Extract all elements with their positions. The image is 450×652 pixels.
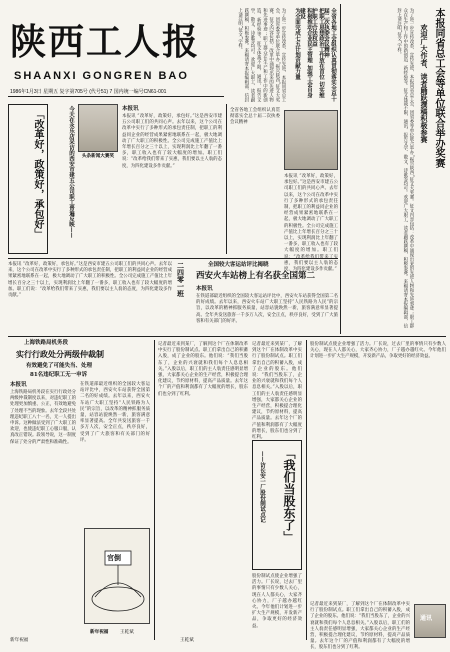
lead-photo-caption: 头条新闻大赛奖	[81, 154, 115, 159]
lead-byline: 本报讯	[122, 106, 139, 112]
editorial-subtitle: ——访长安一厂股份制试点记	[259, 451, 265, 523]
cartoon-sign: 官倒	[107, 553, 121, 562]
lower-left-subhead-2: 81名违纪职工无一申诉	[30, 372, 88, 378]
train-headline: 西安火车站榜上有名获全国第二	[196, 271, 316, 281]
cartoon-drawing	[85, 529, 151, 625]
footer-right: 王乾斌	[180, 638, 194, 643]
editorial-title: 「我们当股东了」	[282, 447, 296, 543]
lower-right-rule	[306, 340, 307, 640]
lead-slogan: 「改革好，政策好，承包好」	[32, 109, 43, 239]
mid-body: 全省各地工会组织认真贯彻落实全总十届二次执委会议精神	[230, 108, 280, 126]
lower-mid-rule	[154, 340, 155, 640]
vertical-headline-2: 把职工思想政治工作放在首位 切实维护职工合法权益	[311, 8, 324, 98]
lower-left-subhead: 有效避免了可能失当、处理	[26, 363, 93, 369]
masthead	[0, 0, 225, 100]
train-byline: 本报讯	[196, 286, 213, 292]
masthead-title: 陕西工人报	[10, 21, 201, 63]
lower-left-kicker: 上海铁路局机务段	[24, 340, 69, 346]
footer-left: 新年祝福	[10, 638, 29, 643]
publication-line: 1986年1月3日 星期五 复字第705号 (代号51) 7 国内统一编号CN61-001	[10, 89, 167, 95]
editorial-side-text: 记者最近来到某厂，了解到这个厂在体制改革中实行了股份制试点。职工们拿出自己的积蓄入股，成了企业的股东。他们说：“我们当股东了，企业的兴衰就和我们每个人息息相关。”入股以后，职工们的主人翁责任感明显增强，大家都关心企业的生产经营，积极提合理化建议，节约原材料，提高产品质量。去年这个厂的产值和利润都有了大幅度的增长，股东们也分到了红利。	[252, 342, 302, 441]
lower-right-body: 股份制试点使企业增强了活力。厂长说，过去厂里的事情只有少数人关心，现在人人都关心，大家齐心协力，厂子越办越红火。今年他们计划进一步扩大生产规模，开发新产品，争取更好的经济效益。	[310, 342, 446, 360]
cartoon-author: 王乾斌	[120, 630, 134, 635]
masthead-rule	[8, 96, 224, 97]
train-left-text: 本报讯 “改革好，政策好，承包好。”这是西安市建五公司职工们的共同心声。去年以来，这个公司在改革中实行了多种形式的承包责任制，把职工的利益同企业的经营成果紧密地联系在一起，极大地调动了广大职工的积极性。全公司完成施工产值比上年增长百分之三十以上，实现利润比上年翻了一番多，职工收入也有了较大幅度的增加。职工们说：“改革给我们带来了实惠，我们要以主人翁的态度，为四化建设多作贡献。”	[8, 262, 172, 299]
lower-left-body-2: 在铁道部最近组织的全国较大客运站评比中，西安火车站获得全国第二名的好成绩。去年以来，西安火车站广大职工坚持“人民铁路为人民”的宗旨，以改革的精神抓服务质量，站容站貌焕然一新，旅客满意率显著提高。全年共发送旅客一千多万人次，安全正点，秩序良好，受到了广大旅客和有关部门的好评。	[80, 382, 150, 443]
lead-slogan-box	[8, 104, 48, 254]
lower-right-photo-caption: 通讯	[420, 615, 433, 622]
cartoon-panel	[84, 528, 150, 624]
right-body: 为了进一步宣传改革、宣传先进，本报同省总工会、团省委等单位联合举办“振兴陕西”征文大奖赛。征文内容包括：改革中涌现出来的先进人物和先进事迹；职工群众在生产和工作中的新创造、新经验等。征文体裁不限，通讯、报告文学、散文、诗歌等均可。欢迎广大职工、读者踊跃撰稿，积极参赛。来稿请寄本报编辑部，信封上请注明“征文”字样。	[396, 8, 414, 328]
lower-left-body: 上海铁路局机务段在实行行政处分两级仲裁制度以来，对违纪职工的处理更加慎重、公正，有效地避免了处理不当的现象。去年全段共处理违纪职工八十一名，无一人提出申诉。这种做法受到了广大职工的欢迎，也使违纪职工心服口服，认真改正错误。段领导说，这一制度保证了处分的严肃性和准确性。	[10, 390, 76, 445]
right-headline: 本报同省总工会等单位联合举办奖赛	[433, 8, 444, 168]
lower-left-byline: 本报讯	[10, 382, 27, 388]
upper-middle-text: 为了进一步宣传改革、宣传先进，本报同省总工会、团省委等单位联合举办“振兴陕西”征文大奖赛。征文内容包括：改革中涌现出来的先进人物和先进事迹；职工群众在生产和工作中的新创造、新经验等。征文体裁不限，通讯、报告文学、散文、诗歌等均可。欢迎广大职工、读者踊跃撰稿，积极参赛。来稿请寄本报编辑部，信封上请注明“征文”字样。	[237, 8, 286, 102]
editorial-box	[252, 440, 302, 570]
train-side-headline: 二四零一班	[176, 262, 186, 297]
lower-top-rule	[8, 336, 446, 337]
train-kicker: 全国较大客运站评比揭晓	[208, 262, 269, 268]
lower-mid-body: 记者最近来到某厂，了解到这个厂在体制改革中实行了股份制试点。职工们拿出自己的积蓄入股，成了企业的股东。他们说：“我们当股东了，企业的兴衰就和我们每个人息息相关。”入股以后，职工们的主人翁责任感明显增强，大家都关心企业的生产经营，积极提合理化建议，节约原材料，提高产品质量。去年这个厂的产值和利润都有了大幅度的增长，股东们也分到了红利。	[158, 342, 248, 397]
mid-body-2: 本报讯 “改革好，政策好，承包好。”这是西安市建五公司职工们的共同心声。去年以来，这个公司在改革中实行了多种形式的承包责任制，把职工的利益同企业的经营成果紧密地联系在一起，极大地调动了广大职工的积极性。全公司完成施工产值比上年增长百分之三十以上，实现利润比上年翻了一番多，职工收入也有了较大幅度的增加。职工们说：“改革给我们带来了实惠，我们要以主人翁的态度，为四化建设多作贡献。”	[284, 174, 338, 273]
vertical-headline-1: 全省各地工会组织认真贯彻落实全总十届二次执委会议精神	[323, 8, 336, 102]
lower-right-body-2: 记者最近来到某厂，了解到这个厂在体制改革中实行了股份制试点。职工们拿出自己的积蓄入股，成了企业的股东。他们说：“我们当股东了，企业的兴衰就和我们每个人息息相关。”入股以后，职工们的主人翁责任感明显增强，大家都关心企业的生产经营，积极提合理化建议，节约原材料，提高产品质量。去年这个厂的产值和利润都有了大幅度的增长，股东们也分到了红利。	[310, 602, 410, 651]
right-column-rule	[340, 4, 341, 334]
mid-photo	[284, 110, 338, 170]
editorial-below-text: 股份制试点使企业增强了活力。厂长说，过去厂里的事情只有少数人关心，现在人人都关心，大家齐心协力，厂子越办越红火。今年他们计划进一步扩大生产规模，开发新产品，争取更好的经济效益。	[252, 574, 302, 629]
lead-subhead: 今天在永乐店采访的西安市建五公司职工普遍反映——	[68, 106, 74, 238]
right-column	[342, 4, 446, 334]
cartoon-caption: 新年祝福	[90, 630, 109, 635]
vertical-headline-3: 积极推动企业民主管理 加强工会自身建设	[299, 8, 312, 98]
vertical-headline-4: 为全面完成七五计划贡献力量	[294, 8, 300, 80]
right-subhead: 欢迎广大作者、读者踊跃撰稿积极参赛	[420, 24, 429, 143]
lead-body: 本报讯 “改革好，政策好，承包好。”这是西安市建五公司职工们的共同心声。去年以来，这个公司在改革中实行了多种形式的承包责任制，把职工的利益同企业的经营成果紧密地联系在一起，极大地调动了广大职工的积极性。全公司完成施工产值比上年增长百分之三十以上，实现利润比上年翻了一番多，职工收入也有了较大幅度的增加。职工们说：“改革给我们带来了实惠，我们要以主人翁的态度，为四化建设多作贡献。”	[122, 114, 222, 169]
lead-photo	[78, 104, 118, 152]
train-top-rule	[8, 258, 338, 259]
upper-middle-block	[228, 6, 338, 104]
train-body: 在铁道部最近组织的全国较大客运站评比中，西安火车站获得全国第二名的好成绩。去年以来，西安火车站广大职工坚持“人民铁路为人民”的宗旨，以改革的精神抓服务质量，站容站貌焕然一新，旅客满意率显著提高。全年共发送旅客一千多万人次，安全正点，秩序良好，受到了广大旅客和有关部门的好评。	[196, 294, 338, 324]
lower-left-headline: 实行行政处分两级仲裁制	[16, 349, 104, 359]
masthead-pinyin: SHAANXI GONGREN BAO	[14, 70, 189, 82]
mid-column-rule	[226, 104, 227, 254]
